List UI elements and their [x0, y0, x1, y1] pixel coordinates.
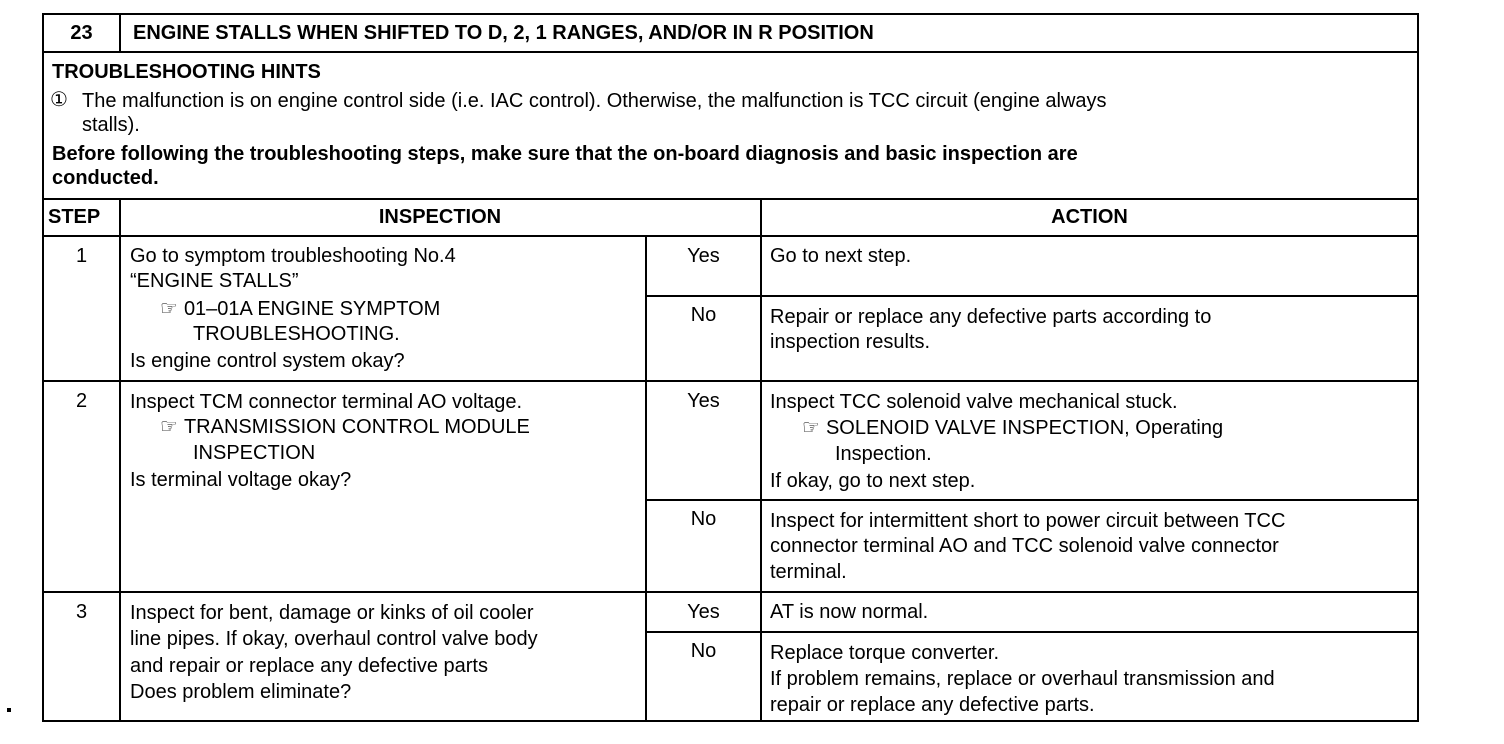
inspection-line: Inspect for bent, damage or kinks of oil cooler — [130, 602, 534, 624]
reference-text: SOLENOID VALVE INSPECTION, Operating — [825, 417, 1224, 439]
symptom-number: 23 — [70, 22, 93, 44]
action-line: Go to next step. — [770, 245, 912, 267]
stray-dot — [7, 708, 11, 712]
step-number: 2 — [75, 390, 88, 412]
action-line: Inspect for intermittent short to power circuit between TCC — [770, 510, 1286, 532]
divider — [645, 295, 1417, 297]
step-number: 1 — [75, 245, 88, 267]
no-label: No — [690, 640, 717, 662]
divider — [44, 51, 1417, 53]
column-action: ACTION — [1051, 206, 1128, 228]
action-line: Replace torque converter. — [770, 642, 1000, 664]
inspection-line: line pipes. If okay, overhaul control valve body — [130, 628, 538, 650]
divider — [760, 198, 762, 722]
yes-label: Yes — [687, 245, 720, 267]
inspection-line: Go to symptom troubleshooting No.4 — [130, 245, 456, 267]
yes-label: Yes — [687, 601, 720, 623]
divider — [44, 380, 1417, 382]
action-line: Inspect TCC solenoid valve mechanical stuck. — [770, 391, 1178, 413]
inspection-line: and repair or replace any defective parts — [130, 655, 488, 677]
column-step: STEP — [48, 206, 101, 228]
inspection-line: INSPECTION — [193, 442, 316, 464]
inspection-line: Does problem eliminate? — [130, 681, 352, 703]
reference-line — [160, 415, 530, 440]
divider — [44, 235, 1417, 237]
yes-label: Yes — [687, 390, 720, 412]
inspection-line: “ENGINE STALLS” — [130, 270, 299, 292]
reference-text: 01–01A ENGINE SYMPTOM — [183, 298, 441, 320]
divider — [44, 591, 1417, 593]
divider — [119, 15, 121, 51]
column-inspection: INSPECTION — [378, 206, 502, 228]
inspection-line: Inspect TCM connector terminal AO voltage. — [130, 391, 523, 413]
hint-line-1: The malfunction is on engine control side (i.e. IAC control). Otherwise, the malfunction is TCC circuit (engine always — [82, 90, 1107, 112]
hint-marker: ① — [50, 89, 68, 111]
divider — [645, 499, 1417, 501]
troubleshooting-table — [42, 13, 1419, 722]
action-line: If okay, go to next step. — [770, 470, 976, 492]
symptom-title: ENGINE STALLS WHEN SHIFTED TO D, 2, 1 RANGES, AND/OR IN R POSITION — [133, 22, 874, 44]
action-line: Repair or replace any defective parts according to — [770, 306, 1212, 328]
divider — [645, 631, 1417, 633]
hint-note-2: conducted. — [52, 167, 159, 189]
action-line: AT is now normal. — [770, 601, 929, 623]
step-number: 3 — [75, 601, 88, 623]
action-line: inspection results. — [770, 331, 931, 353]
reference-line — [160, 297, 440, 322]
no-label: No — [690, 304, 717, 326]
action-line: Inspection. — [835, 443, 932, 465]
inspection-line: Is engine control system okay? — [130, 350, 405, 372]
no-label: No — [690, 508, 717, 530]
hints-heading: TROUBLESHOOTING HINTS — [52, 61, 321, 83]
divider — [119, 198, 121, 722]
action-line: terminal. — [770, 561, 847, 583]
reference-text: TRANSMISSION CONTROL MODULE — [183, 416, 530, 438]
hint-line-2: stalls). — [82, 114, 140, 136]
action-line: repair or replace any defective parts. — [770, 694, 1095, 716]
divider — [44, 198, 1417, 200]
action-line: If problem remains, replace or overhaul transmission and — [770, 668, 1275, 690]
inspection-line: Is terminal voltage okay? — [130, 469, 352, 491]
hint-note-1: Before following the troubleshooting steps, make sure that the on-board diagnosis and basic inspection are — [52, 143, 1078, 165]
action-line: connector terminal AO and TCC solenoid valve connector — [770, 535, 1279, 557]
reference-line — [802, 416, 1223, 441]
inspection-line: TROUBLESHOOTING. — [193, 323, 400, 345]
